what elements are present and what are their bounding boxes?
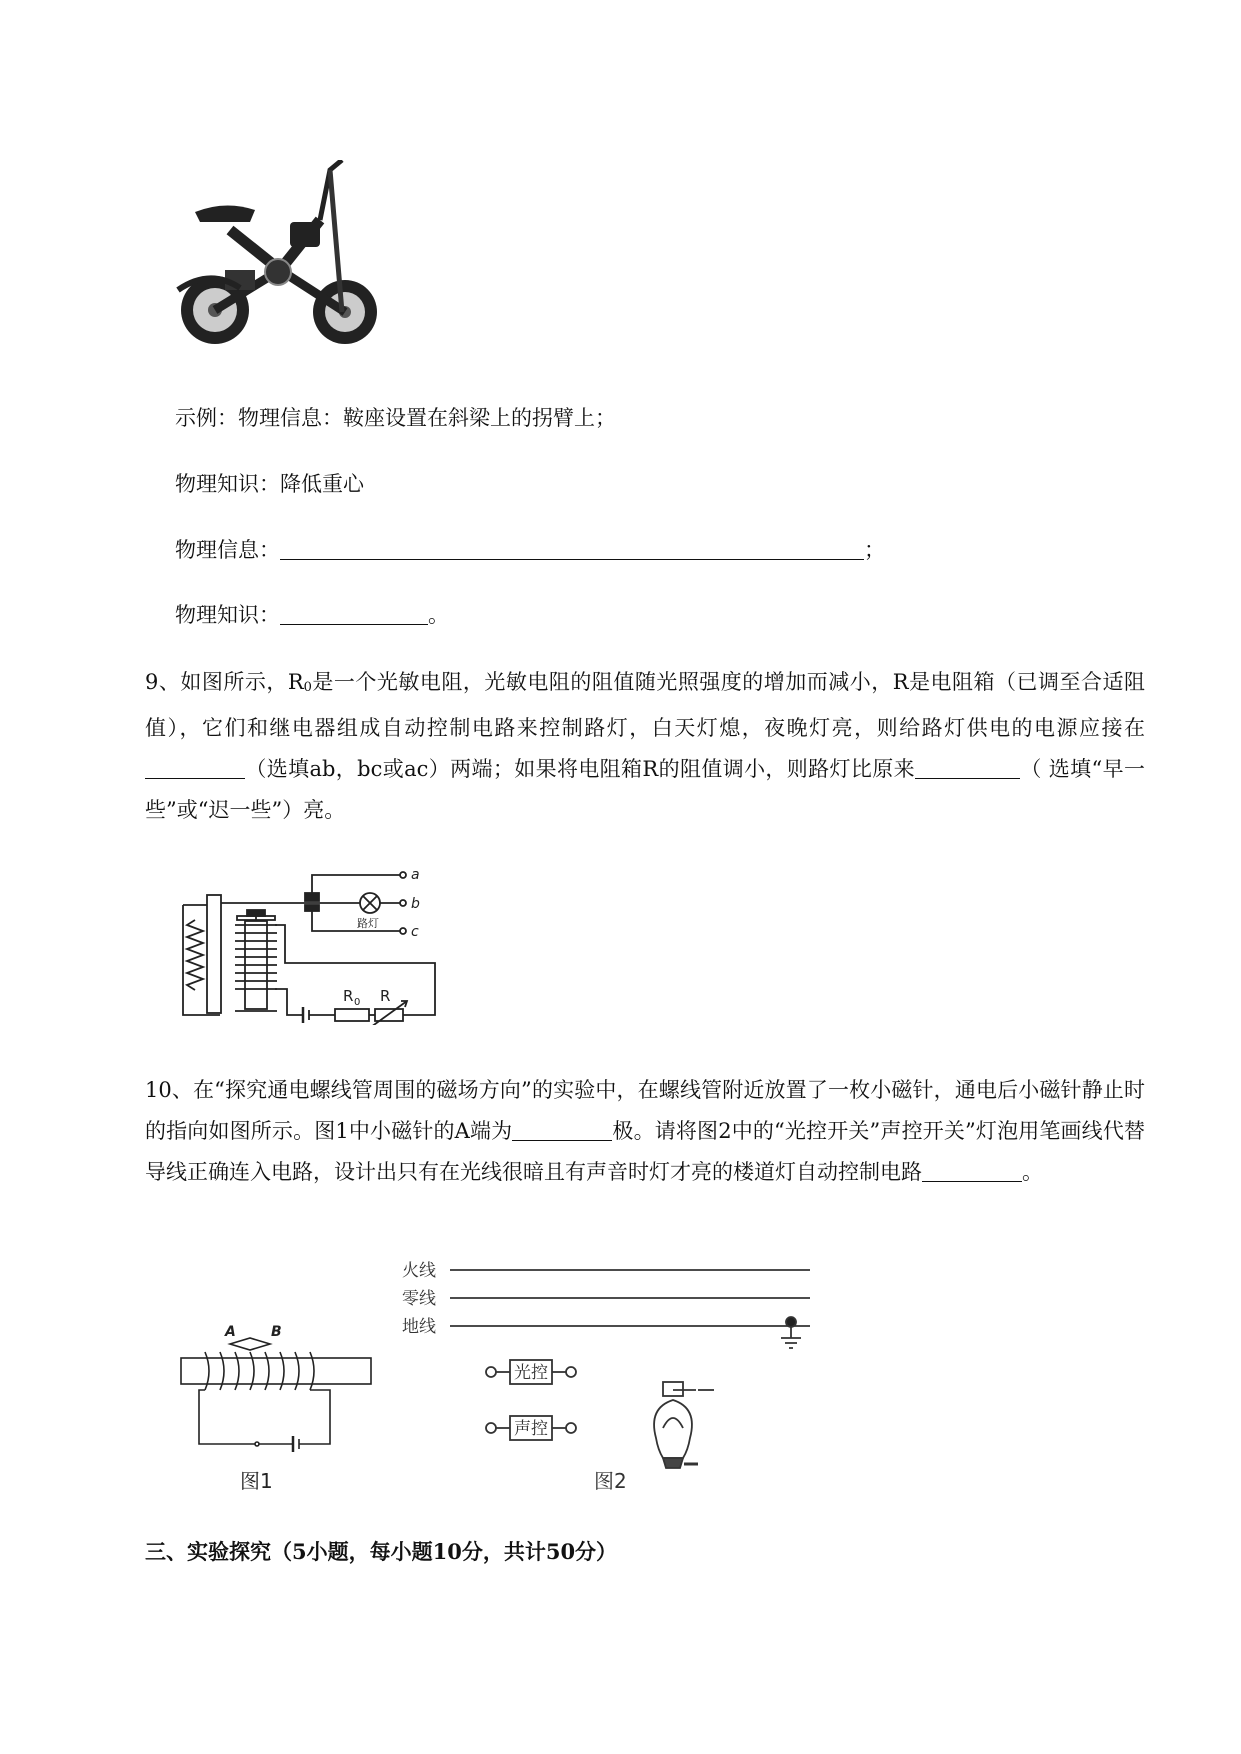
q10-light-control-label: 光控 — [514, 1363, 548, 1383]
q9-text-3: （选填ab，bc或ac）两端；如果将电阻箱R的阻值调小，则路灯比原来 — [245, 757, 916, 781]
q8-knowledge-blank[interactable] — [280, 604, 428, 625]
q10-neutral-wire-label: 零线 — [402, 1289, 436, 1309]
q8-example-line: 示例：物理信息：鞍座设置在斜梁上的拐臂上； — [175, 406, 616, 430]
q10-fig1-caption: 图1 — [240, 1469, 273, 1493]
q9-label-c: c — [411, 924, 419, 940]
question-9 — [145, 662, 1145, 831]
q10-text-1: 10、在“探究通电螺线管周围的磁场方向”的实验中，在螺线管附近放置了一枚小磁针，通电后小磁针静止时的指向如图所示。图1中小磁针的A端为 — [145, 1078, 1145, 1143]
q10-needle-b-label: B — [271, 1324, 282, 1340]
q10-wiring-figure — [398, 1258, 818, 1498]
q10-solenoid-figure — [175, 1320, 385, 1495]
q9-lamp-label: 路灯 — [357, 917, 379, 930]
q10-needle-a-label: A — [225, 1324, 236, 1340]
q9-text-2: 是一个光敏电阻，光敏电阻的阻值随光照强度的增加而减小，R是电阻箱（已调至合适阻值），它们和继电器组成自动控制电路来控制路灯，白天灯熄，夜晚灯亮，则给路灯供电的电源应接在 — [145, 670, 1146, 740]
q9-blank-1[interactable] — [145, 758, 245, 779]
q10-text-3: 。 — [1022, 1160, 1043, 1184]
q9-relay-circuit-figure — [175, 865, 455, 1025]
q9-r0-subscript: 0 — [303, 680, 312, 695]
q9-label-b: b — [411, 896, 420, 912]
q8-info-label: 物理信息： — [175, 538, 280, 562]
q10-live-wire-label: 火线 — [402, 1261, 436, 1281]
q8-knowledge-label: 物理知识： — [175, 603, 280, 627]
section-3-heading: 三、实验探究（5小题，每小题10分，共计50分） — [145, 1539, 618, 1564]
q9-r-label: R — [380, 987, 391, 1005]
q8-info-blank[interactable] — [280, 539, 864, 560]
q9-r0-label: R — [343, 987, 354, 1005]
q8-knowledge-example: 物理知识：降低重心 — [175, 472, 364, 496]
q10-blank-1[interactable] — [512, 1120, 612, 1141]
q8-knowledge-end: 。 — [428, 603, 449, 627]
q8-info-line — [175, 539, 885, 561]
q9-text-4: （ 选填“早一些”或“迟一些”）亮。 — [145, 757, 1145, 822]
folding-bike-illustration — [170, 160, 390, 360]
q8-knowledge-line — [175, 604, 449, 626]
q10-blank-2[interactable] — [922, 1161, 1022, 1182]
q10-ground-wire-label: 地线 — [402, 1317, 436, 1337]
q9-r0-label-sub: 0 — [354, 997, 361, 1008]
q9-text-1: 9、如图所示，R — [145, 670, 304, 694]
q9-label-a: a — [411, 867, 420, 883]
q10-text-2: 极。请将图2中的“光控开关”声控开关”灯泡用笔画线代替导线正确连入电路，设计出只有在光线很暗且有声音时灯才亮的楼道灯自动控制电路 — [145, 1119, 1145, 1184]
q10-fig2-caption: 图2 — [594, 1469, 627, 1493]
q9-blank-2[interactable] — [915, 758, 1020, 779]
q8-info-end: ； — [864, 538, 885, 562]
question-10 — [145, 1070, 1145, 1193]
q10-sound-control-label: 声控 — [514, 1419, 548, 1439]
